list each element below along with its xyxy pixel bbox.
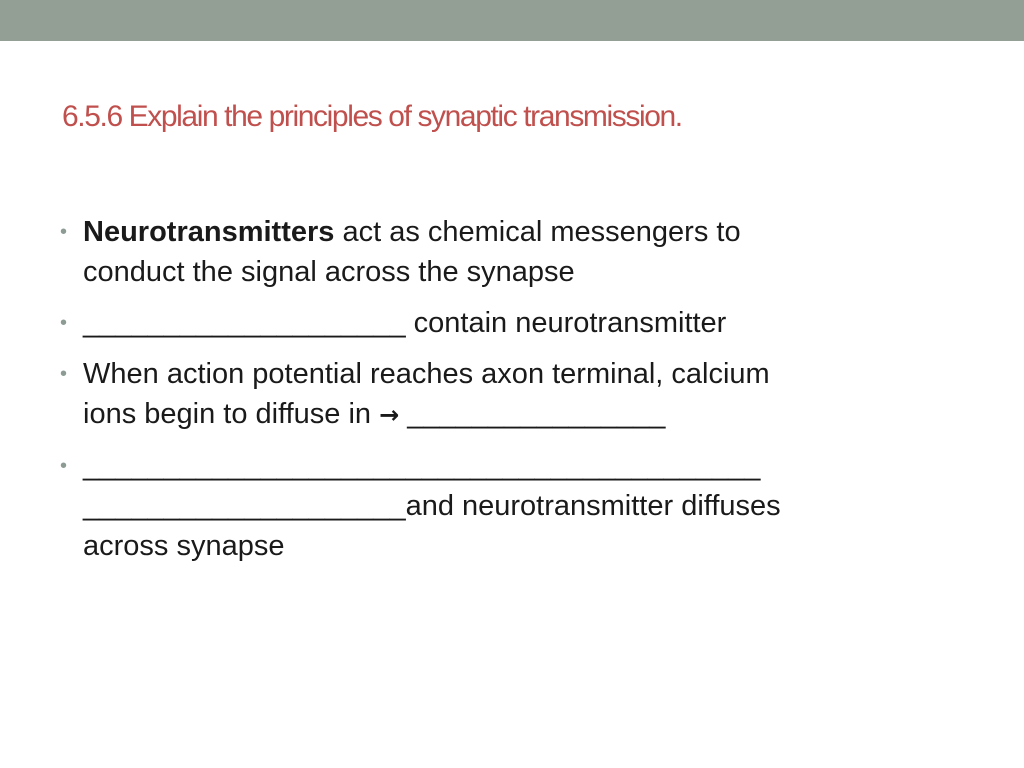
- bullet-list: [60, 212, 960, 577]
- bullet-icon: •: [60, 455, 68, 477]
- arrow-right-icon: →: [379, 401, 400, 429]
- bullet-item-contain: [60, 303, 960, 343]
- bullet-line: [83, 394, 960, 435]
- bullet-line-text: across synapse: [83, 530, 285, 562]
- bullet-line-text: __________________________________________: [83, 450, 761, 482]
- bullet-text: [83, 446, 960, 566]
- bullet-icon: •: [60, 363, 68, 385]
- bullet-text: [83, 212, 960, 292]
- bullet-line-text: ____________________and neurotransmitter diffuses: [83, 490, 781, 522]
- bullet-text: [83, 303, 960, 343]
- bullet-icon: •: [60, 312, 68, 334]
- bullet-line-text: ions begin to diffuse in: [83, 398, 380, 430]
- bullet-item-diffuses: [60, 446, 960, 566]
- top-band: [0, 0, 1024, 41]
- bullet-item-neurotransmitters: [60, 212, 960, 292]
- bullet-line-text: act as chemical messengers to: [334, 216, 741, 248]
- bullet-line: [83, 212, 960, 252]
- bullet-text: [83, 354, 960, 435]
- bullet-icon: •: [60, 221, 68, 243]
- bullet-line-text: conduct the signal across the synapse: [83, 256, 575, 288]
- bullet-line-text: ____________________ contain neurotransmitter: [83, 307, 727, 339]
- bullet-line-text: When action potential reaches axon terminal, calcium: [83, 358, 770, 390]
- bullet-line-text: ________________: [399, 398, 666, 430]
- bullet-item-action-potential: [60, 354, 960, 435]
- bold-term: Neurotransmitters: [83, 216, 335, 248]
- slide-title: 6.5.6 Explain the principles of synaptic transmission.: [62, 100, 682, 133]
